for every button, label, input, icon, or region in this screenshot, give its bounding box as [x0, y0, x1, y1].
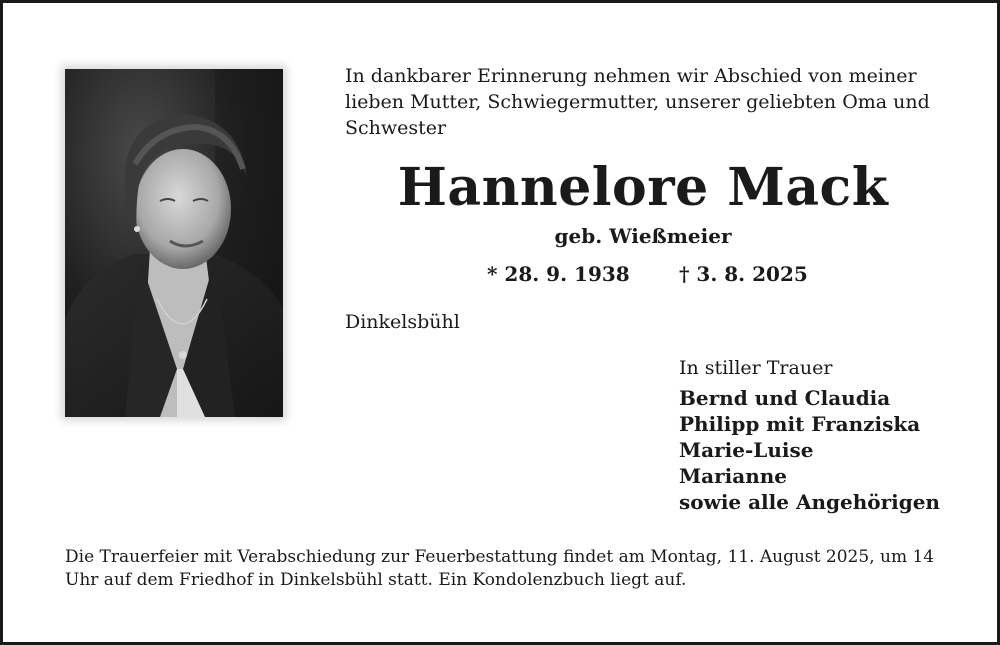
- death-date: † 3. 8. 2025: [679, 262, 808, 286]
- ceremony-info: Die Trauerfeier mit Verabschiedung zur Feuerbestattung findet am Montag, 11. August 2025, um 14 Uhr auf dem Friedhof in Dinkelsbühl statt. Ein Kondolenzbuch liegt auf.: [65, 547, 935, 590]
- portrait-photo: [65, 69, 283, 417]
- mourner-item: Marianne: [679, 464, 787, 488]
- intro-text: In dankbarer Erinnerung nehmen wir Abschied von meiner lieben Mutter, Schwiegermutter, unserer geliebten Oma und Schwester: [345, 65, 930, 139]
- hometown: Dinkelsbühl: [345, 311, 460, 333]
- maiden-name: geb. Wießmeier: [554, 224, 732, 248]
- mourner-item: Philipp mit Franziska: [679, 412, 921, 436]
- deceased-name: Hannelore Mack: [397, 157, 889, 218]
- mourner-item: Marie-Luise: [679, 438, 814, 462]
- mourner-item: sowie alle Angehörigen: [679, 490, 940, 514]
- mourner-item: Bernd und Claudia: [679, 386, 891, 410]
- birth-date: * 28. 9. 1938: [487, 262, 630, 286]
- mourners-list: [679, 385, 940, 515]
- mourning-line: In stiller Trauer: [679, 357, 833, 379]
